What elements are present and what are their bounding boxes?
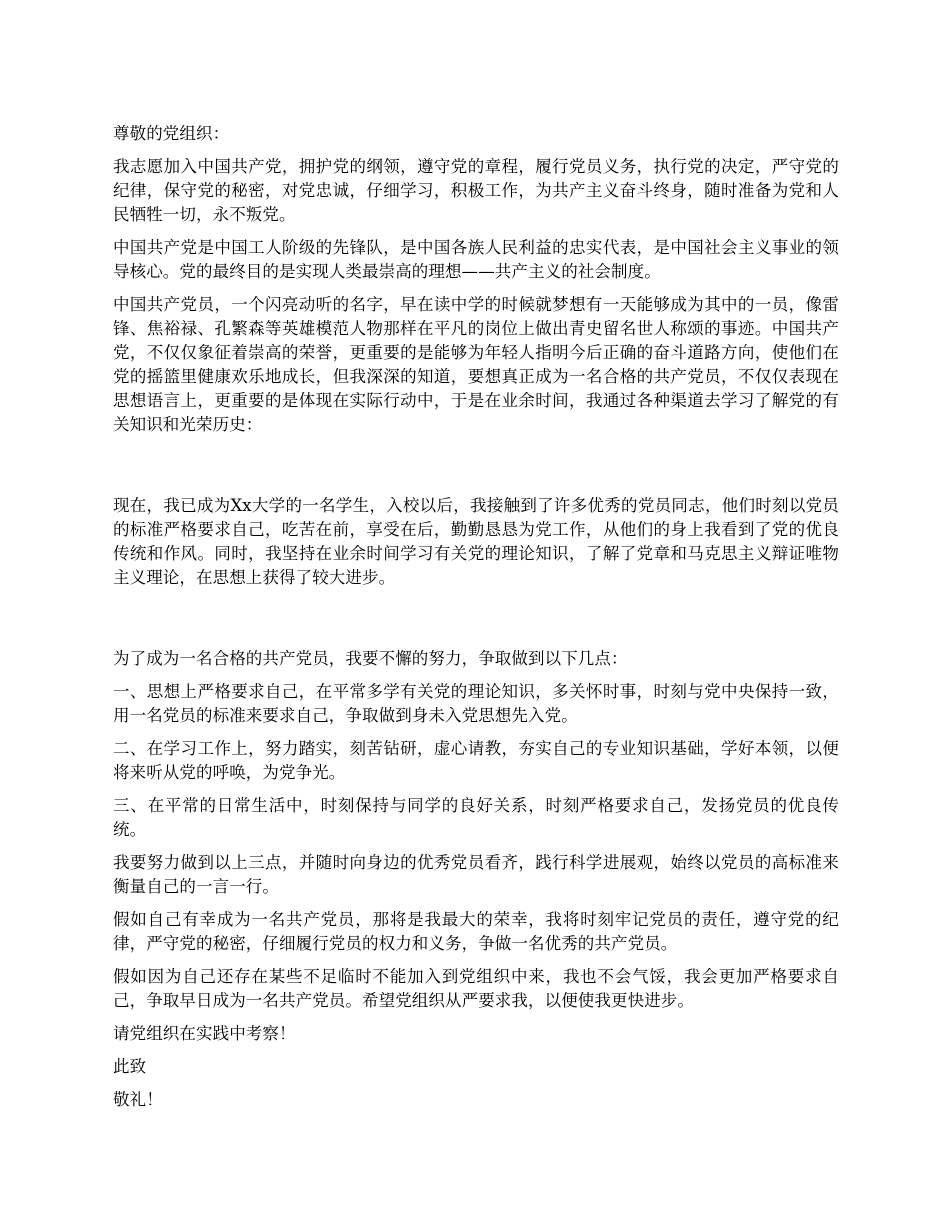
paragraph-goal-3: 三、在平常的日常生活中，时刻保持与同学的良好关系，时刻严格要求自己，发扬党员的优良传统。 <box>113 796 839 839</box>
paragraph-if-not-accepted: 假如因为自己还存在某些不足临时不能加入到党组织中来，我也不会气馁，我会更加严格要求自己，争取早日成为一名共产党员。希望党组织从严要求我，以便使我更快进步。 <box>113 967 839 1010</box>
paragraph-goals-intro: 为了成为一名合格的共产党员，我要不懈的努力，争取做到以下几点： <box>113 649 628 668</box>
closing-jingli: 敬礼！ <box>113 1090 163 1109</box>
salutation: 尊敬的党组织： <box>113 124 230 143</box>
paragraph-request: 请党组织在实践中考察！ <box>113 1024 296 1043</box>
paragraph-university: 现在，我已成为Xx大学的一名学生，入校以后，我接触到了许多优秀的党员同志，他们时刻以党员的标准严格要求自己，吃苦在前，享受在后，勤勤恳恳为党工作，从他们的身上我看到了党的优良传统和作风。同时，我坚持在业余时间学习有关党的理论知识，了解了党章和马克思主义辩证唯物主义理论，在思想上获得了较大进步。 <box>113 496 839 587</box>
paragraph-goal-2: 二、在学习工作上，努力踏实，刻苦钻研，虚心请教，夯实自己的专业知识基础，学好本领，以便将来听从党的呼唤，为党争光。 <box>113 739 839 782</box>
paragraph-aspiration: 中国共产党员，一个闪亮动听的名字，早在读中学的时候就梦想有一天能够成为其中的一员，像雷锋、焦裕禄、孔繁森等英雄模范人物那样在平凡的岗位上做出青史留名世人称颂的事迹。中国共产党，不仅仅象征着崇高的荣誉，更重要的是能够为年轻人指明今后正确的奋斗道路方向，使他们在党的摇篮里健康欢乐地成长，但我深深的知道，要想真正成为一名合格的共产党员，不仅仅表现在思想语言上，更重要的是体现在实际行动中，于是在业余时间，我通过各种渠道去学习了解党的有关知识和光荣历史： <box>113 295 839 434</box>
paragraph-pledge: 我志愿加入中国共产党，拥护党的纲领，遵守党的章程，履行党员义务，执行党的决定，严守党的纪律，保守党的秘密，对党忠诚，仔细学习，积极工作，为共产主义奋斗终身，随时准备为党和人民牺牲一切，永不叛党。 <box>113 157 839 224</box>
closing-cizhi: 此致 <box>113 1057 147 1076</box>
letter-body <box>113 122 839 1112</box>
paragraph-if-accepted: 假如自己有幸成为一名共产党员，那将是我最大的荣幸，我将时刻牢记党员的责任，遵守党的纪律，严守党的秘密，仔细履行党员的权力和义务，争做一名优秀的共产党员。 <box>113 910 839 953</box>
paragraph-goal-1: 一、思想上严格要求自己，在平常多学有关党的理论知识，多关怀时事，时刻与党中央保持一致，用一名党员的标准来要求自己，争取做到身未入党思想先入党。 <box>113 682 839 725</box>
paragraph-commitment: 我要努力做到以上三点，并随时向身边的优秀党员看齐，践行科学进展观，始终以党员的高标准来衡量自己的一言一行。 <box>113 853 839 896</box>
paragraph-party-nature: 中国共产党是中国工人阶级的先锋队，是中国各族人民利益的忠实代表，是中国社会主义事业的领导核心。党的最终目的是实现人类最崇高的理想——共产主义的社会制度。 <box>113 238 839 281</box>
